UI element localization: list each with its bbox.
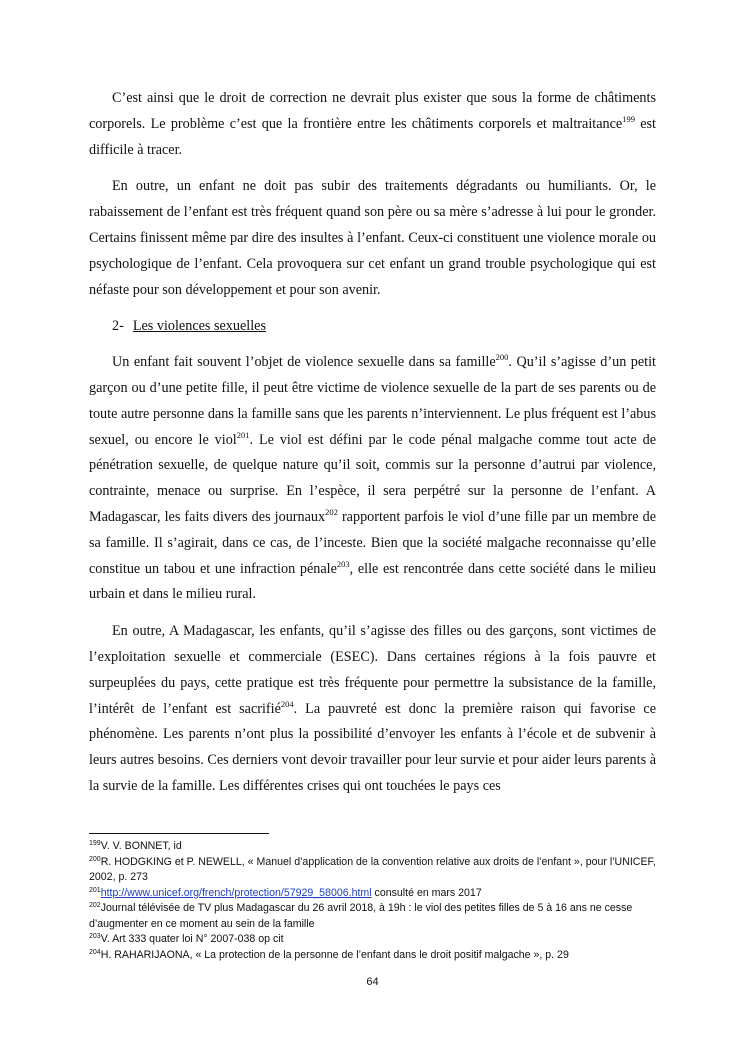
footnotes bbox=[89, 839, 661, 963]
paragraph-sexual-violence: Un enfant fait souvent l’objet de violence sexuelle dans sa famille$^{200}$. Qu’il s’agisse d’un petit garçon ou d’une petite fille, il peut être victime de violence sexuelle de la part de ses parents ou de toute autre personne dans la famille sans que les parents n’interviennent. Le plus fréquent est l’abus sexuel, ou encore le viol$^{201}$. Le viol est défini par le code pénal malgache comme tout acte de pénétration sexuelle, de quelque nature qu’il soit, commis sur la personne d’autrui par violence, contrainte, menace ou surprise. En l’espèce, il sera perpétré sur la personne de l’enfant. A Madagascar, les faits divers des journaux$^{202}$ rapportent parfois le viol d’une fille par un membre de sa famille. Il s’agirait, dans ce cas, de l’inceste. Bien que la société malgache reconnaisse qu’elle constitue un tabou et une infraction pénale$^{203}$, elle est rencontrée dans cette société dans le milieu urbain et dans le milieu rural. bbox=[89, 352, 657, 603]
page-number: 64 bbox=[366, 976, 379, 988]
footnote-204: $^{204}$H. RAHARIJAONA, « La protection de la personne de l’enfant dans le droit positif malgache », p. 29 bbox=[89, 948, 569, 961]
footnote-ref-199[interactable]: 199 bbox=[622, 113, 635, 124]
paragraph-correction: C’est ainsi que le droit de correction ne devrait plus exister que sous la forme de châtiments corporels. Le problème c’est que la frontière entre les châtiments corporels et maltraitance$^{199}$ est difficile à tracer. bbox=[89, 90, 656, 158]
footnote-199: $^{199}$V. V. BONNET, id bbox=[89, 840, 182, 852]
footnote-ref-200[interactable]: 200 bbox=[495, 352, 509, 363]
section-heading bbox=[89, 314, 656, 340]
footnote-200: $^{200}$R. HODGKING et P. NEWELL, « Manuel d’application de la convention relative aux droits de l’enfant », pour l’UNICEF, 2002, p. 273 bbox=[89, 855, 656, 883]
paragraph-exploitation: En outre, A Madagascar, les enfants, qu’il s’agisse des filles ou des garçons, sont victimes de l’exploitation sexuelle et commerciale (ESEC). Dans certaines régions à la fois pauvre et surpeuplées du pays, cette pratique est très fréquente pour permettre la subsistance de la famille, l’intérêt de l’enfant est sacrifié$^{204}$. La pauvreté est donc la première raison qui favorise ce phénomène. Les parents n’ont plus la possibilité d’envoyer les enfants à l’école et de subvenir à leurs autres besoins. Ces derniers vont devoir travailler pour leur survie et pour aider leurs parents à la survie de la famille. Les différentes crises qui ont touchées le pays ces bbox=[89, 623, 656, 794]
body-text bbox=[89, 86, 656, 811]
footnote-ref-204[interactable]: 204 bbox=[280, 698, 294, 709]
footnote-202: $^{202}$Journal télévisée de TV plus Madagascar du 26 avril 2018, à 19h : le viol des petites filles de 5 à 16 ans ne cesse d’augmenter en ce moment au sein de la famille bbox=[89, 902, 633, 930]
section-title: Les violences sexuelles bbox=[132, 318, 266, 335]
footnote-ref-203[interactable]: 203 bbox=[336, 558, 350, 569]
footnote-201: $^{201}$http://www.unicef.org/french/protection/57929_58006.html consulté en mars 2017 bbox=[89, 886, 482, 899]
footnote-203: $^{203}$V. Art 333 quater loi N° 2007-038 op cit bbox=[89, 933, 284, 945]
unicef-link[interactable]: http://www.unicef.org/french/protection/57929_58006.html bbox=[100, 886, 372, 899]
footnote-separator bbox=[89, 833, 269, 834]
footnote-ref-201[interactable]: 201 bbox=[236, 429, 250, 440]
footnote-ref-202[interactable]: 202 bbox=[325, 506, 338, 517]
section-number: 2- bbox=[112, 318, 124, 335]
paragraph-degrading-treatment: En outre, un enfant ne doit pas subir des traitements dégradants ou humiliants. Or, le rabaissement de l’enfant est très fréquent quand son père ou sa mère s’adresse à lui pour le gronder. Certains finissent même par dire des insultes à l’enfant. Ceux-ci constituent une violence morale ou psychologique de l’enfant. Cela provoquera sur cet enfant un grand trouble psychologique qui est néfaste pour son développement et pour son avenir. bbox=[89, 178, 656, 298]
